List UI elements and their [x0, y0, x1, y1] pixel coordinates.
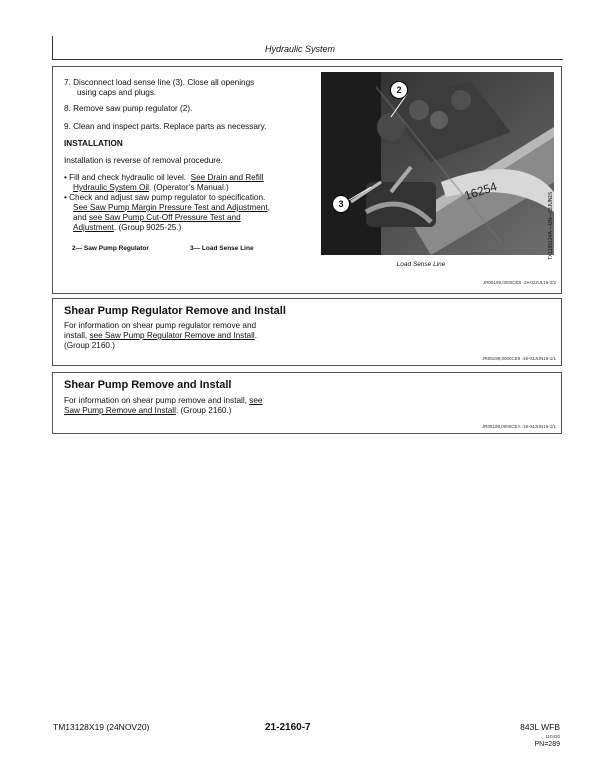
photo-caption: Load Sense Line: [396, 261, 446, 268]
page-number: 21-2160-7: [265, 722, 311, 733]
shear-regulator-title: Shear Pump Regulator Remove and Install: [64, 305, 286, 317]
hydraulic-photo: [321, 72, 554, 255]
photo-code: TX1195134A —UN—03JUN15: [548, 192, 554, 260]
model-name: 843L WFB: [520, 722, 560, 732]
step-7-cont: using caps and plugs.: [77, 88, 157, 97]
shear-regulator-line1: For information on shear pump regulator remove and: [64, 321, 257, 330]
bullet-adjust-line3: and see Saw Pump Cut-Off Pressure Test and: [73, 213, 241, 222]
bullet-adjust-line1: • Check and adjust saw pump regulator to specification.: [64, 193, 266, 202]
svg-text:16254: 16254: [462, 179, 499, 203]
header-rule: [52, 59, 563, 60]
footer-small-code: 110420: [545, 734, 560, 739]
link-saw-pump-regulator[interactable]: see Saw Pump Regulator Remove and Install: [89, 331, 255, 340]
shear-regulator-line3: (Group 2160.): [64, 341, 115, 350]
installation-heading: INSTALLATION: [64, 139, 123, 148]
callout-3: 3: [332, 195, 350, 213]
shear-pump-line1: For information on shear pump remove and install, see: [64, 396, 263, 405]
legend-load-sense-line: 3— Load Sense Line: [190, 245, 254, 252]
link-saw-pump-remove[interactable]: Saw Pump Remove and Install: [64, 406, 176, 415]
reference-code: JR05199,0000CE8 -19-02JUL15-2/2: [482, 280, 556, 285]
shear-pump-title: Shear Pump Remove and Install: [64, 379, 232, 391]
step-7: 7. Disconnect load sense line (3). Close all openings: [64, 78, 255, 87]
link-margin-pressure[interactable]: See Saw Pump Margin Pressure Test and Adjustment: [73, 203, 268, 212]
callout-2: 2: [390, 81, 408, 99]
bullet-oil-line2: Hydraulic System Oil. (Operator’s Manual.): [73, 183, 229, 192]
link-hydraulic-oil[interactable]: Hydraulic System Oil: [73, 183, 149, 192]
step-8: 8. Remove saw pump regulator (2).: [64, 104, 193, 113]
link-drain-refill[interactable]: See Drain and Refill: [190, 173, 264, 182]
reference-code: JR05199,0000CE9 -19-03JUN15-1/1: [482, 356, 556, 361]
link-cutoff-pressure[interactable]: see Saw Pump Cut-Off Pressure Test and: [88, 213, 241, 222]
link-adjustment[interactable]: Adjustment: [73, 223, 114, 232]
document-id: TM13128X19 (24NOV20): [53, 722, 150, 732]
installation-intro: Installation is reverse of removal procedure.: [64, 156, 223, 165]
bullet-adjust-line4: Adjustment. (Group 9025-25.): [73, 223, 182, 232]
bullet-adjust-line2: See Saw Pump Margin Pressure Test and Adjustment,: [73, 203, 270, 212]
part-number: PN=289: [534, 741, 560, 748]
shear-pump-line2: Saw Pump Remove and Install. (Group 2160.): [64, 406, 232, 415]
section-title: Hydraulic System: [264, 44, 336, 54]
legend-saw-pump-regulator: 2— Saw Pump Regulator: [72, 245, 149, 252]
step-9: 9. Clean and inspect parts. Replace parts as necessary.: [64, 122, 267, 131]
reference-code: JR05199,0000CEA -19-04JUN15-1/1: [481, 424, 556, 429]
bullet-oil-line1: • Fill and check hydraulic oil level. See Drain and Refill: [64, 173, 264, 182]
shear-regulator-line2: install, see Saw Pump Regulator Remove and Install.: [64, 331, 257, 340]
link-see[interactable]: see: [249, 396, 263, 405]
photo-illustration: [321, 72, 554, 255]
